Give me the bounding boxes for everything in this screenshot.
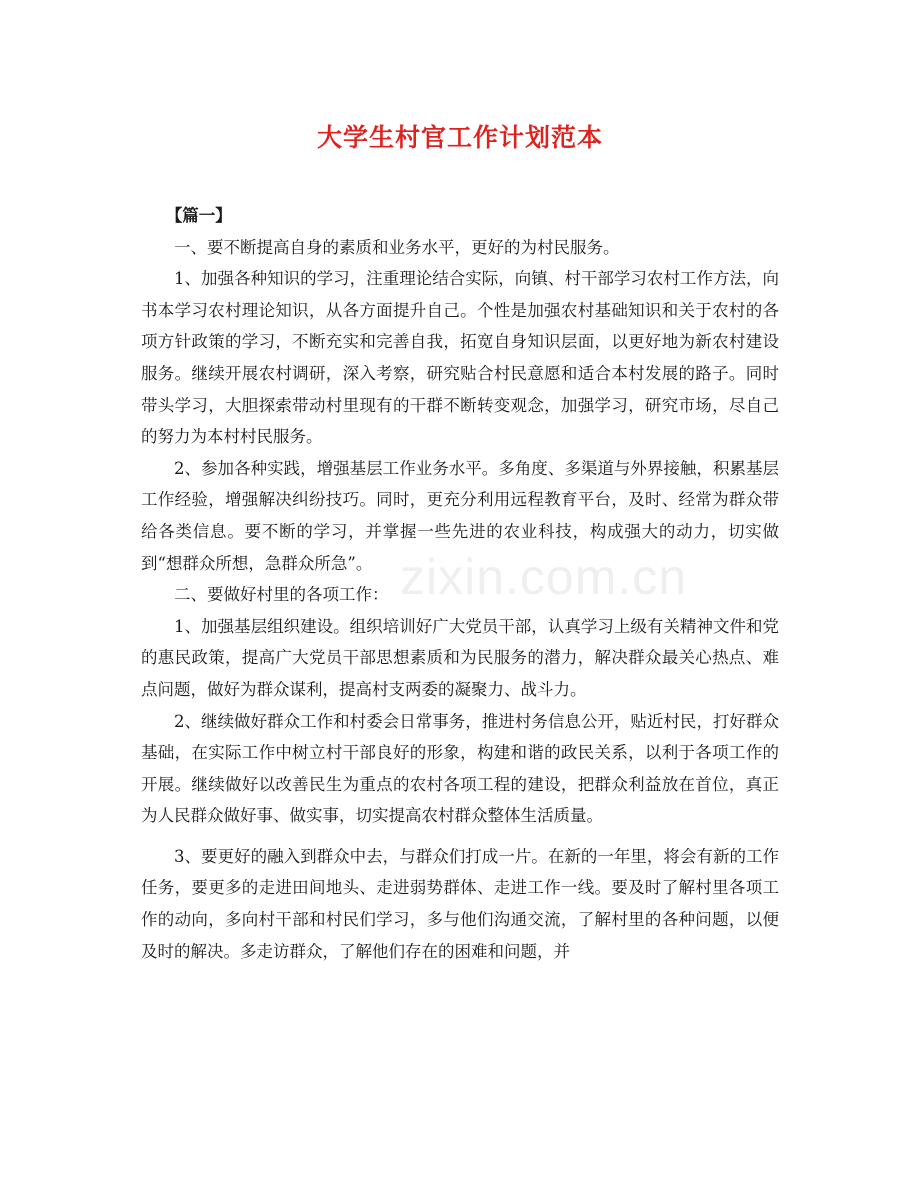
paragraph-heading-2: 二、要做好村里的各项工作： [174,585,389,605]
watermark: zixin.com.cn [400,549,688,605]
document-title: 大学生村官工作计划范本 [316,123,603,152]
paragraph: 3、要更好的融入到群众中去，与群众们打成一片。在新的一年里，将会有新的工作任务，要更多的走进田间地头、走进弱势群体、走进工作一线。要及时了解村里各项工作的动向，多向村干部和村民们学习，多与他们沟通交流，了解村里的各种问题，以便及时的解决。多走访群众，了解他们存在的困难和问题，并 [141,846,779,961]
section-label: 【篇一】 [165,206,232,225]
paragraph: 1、加强基层组织建设。组织培训好广大党员干部，认真学习上级有关精神文件和党的惠民政策，提高广大党员干部思想素质和为民服务的潜力，解决群众最关心热点、难点问题，做好为群众谋利，提高村支两委的凝聚力、战斗力。 [141,616,779,699]
document-body [141,200,779,967]
paragraph: 2、继续做好群众工作和村委会日常事务，推进村务信息公开，贴近村民，打好群众基础，在实际工作中树立村干部良好的形象，构建和谐的政民关系，以利于各项工作的开展。继续做好以改善民生为重点的农村各项工程的建设，把群众利益放在首位，真正为人民群众做好事、做实事，切实提高农村群众整体生活质量。 [141,711,779,826]
paragraph-heading-1: 一、要不断提高自身的素质和业务水平，更好的为村民服务。 [174,237,620,257]
paragraph: 2、参加各种实践，增强基层工作业务水平。多角度、多渠道与外界接触，积累基层工作经验，增强解决纠纷技巧。同时，更充分利用远程教育平台，及时、经常为群众带给各类信息。要不断的学习，并掌握一些先进的农业科技，构成强大的动力，切实做到“想群众所想，急群众所急”。 [141,458,779,573]
paragraph: 1、加强各种知识的学习，注重理论结合实际，向镇、村干部学习农村工作方法，向书本学习农村理论知识，从各方面提升自己。个性是加强农村基础知识和关于农村的各项方针政策的学习，不断充实和完善自我，拓宽自身知识层面，以更好地为新农村建设服务。继续开展农村调研，深入考察，研究贴合村民意愿和适合本村发展的路子。同时带头学习，大胆探索带动村里现有的干群不断转变观念，加强学习，研究市场，尽自己的努力为本村村民服务。 [141,269,779,447]
